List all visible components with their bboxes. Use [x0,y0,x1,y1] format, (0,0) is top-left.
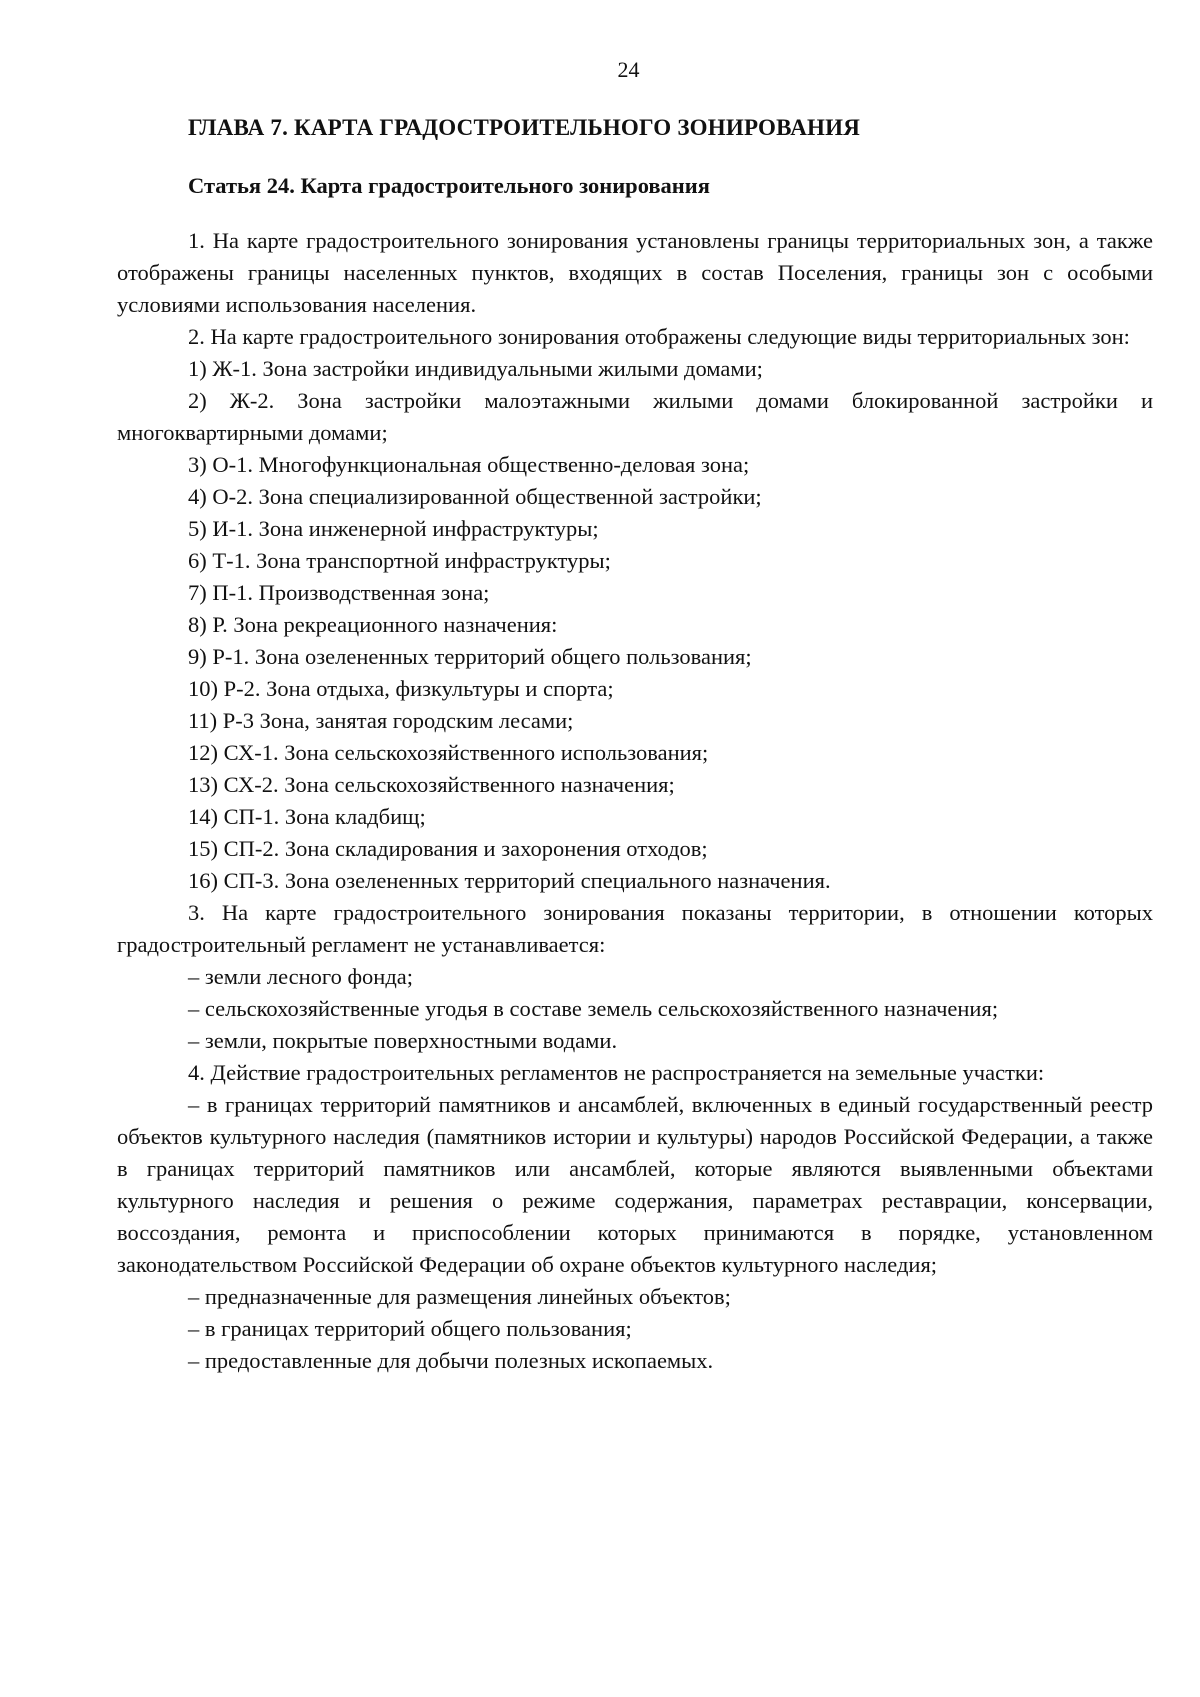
paragraph-2: 2. На карте градостроительного зонирования отображены следующие виды территориальных зон: [188,324,1130,349]
zone-list-item: 14) СП-1. Зона кладбищ; [188,804,426,829]
dash-list-item: – земли лесного фонда; [188,964,414,989]
article-body [117,225,1153,1377]
zone-list-item: 5) И-1. Зона инженерной инфраструктуры; [188,516,599,541]
zone-list-item: 2) Ж-2. Зона застройки малоэтажными жилыми домами блокированной застройки и многоквартирными домами; [117,388,1153,445]
dash-list-item: – в границах территорий памятников и ансамблей, включенных в единый государственный реестр объектов культурного наследия (памятников истории и культуры) народов Российской Федерации, а также в границах территорий памятников или ансамблей, которые являются выявленными объектами культурного наследия и решения о режиме содержания, параметрах реставрации, консервации, воссоздания, ремонта и приспособлении которых принимаются в порядке, установленном законодательством Российской Федерации об охране объектов культурного наследия; [117,1092,1153,1277]
zone-list-item: 6) Т-1. Зона транспортной инфраструктуры; [188,548,611,573]
dash-list-item: – земли, покрытые поверхностными водами. [188,1028,618,1053]
zone-list-item: 7) П-1. Производственная зона; [188,580,490,605]
chapter-title: ГЛАВА 7. КАРТА ГРАДОСТРОИТЕЛЬНОГО ЗОНИРОВАНИЯ [188,115,861,140]
zone-list-item: 8) Р. Зона рекреационного назначения: [188,612,558,637]
zone-list-item: 1) Ж-1. Зона застройки индивидуальными жилыми домами; [188,356,763,381]
paragraph-4: 4. Действие градостроительных регламентов не распространяется на земельные участки: [188,1060,1045,1085]
dash-list-item: – предоставленные для добычи полезных ископаемых. [188,1348,714,1373]
zone-list-item: 12) СХ-1. Зона сельскохозяйственного использования; [188,740,709,765]
zone-list-item: 11) Р-3 Зона, занятая городским лесами; [188,708,574,733]
zone-list-item: 10) Р-2. Зона отдыха, физкультуры и спорта; [188,676,614,701]
zone-list-item: 16) СП-3. Зона озелененных территорий специального назначения. [188,868,831,893]
zone-list-item: 13) СХ-2. Зона сельскохозяйственного назначения; [188,772,675,797]
paragraph-1: 1. На карте градостроительного зонирования установлены границы территориальных зон, а также отображены границы населенных пунктов, входящих в состав Поселения, границы зон с особыми условиями использования населения. [117,228,1153,317]
zone-list-item: 9) Р-1. Зона озелененных территорий общего пользования; [188,644,752,669]
page-number: 24 [617,57,640,82]
paragraph-3: 3. На карте градостроительного зонирования показаны территории, в отношении которых градостроительный регламент не устанавливается: [117,900,1153,957]
dash-list-item: – сельскохозяйственные угодья в составе земель сельскохозяйственного назначения; [188,996,999,1021]
dash-list-item: – предназначенные для размещения линейных объектов; [188,1284,731,1309]
zone-list-item: 15) СП-2. Зона складирования и захоронения отходов; [188,836,708,861]
zone-list-item: 4) О-2. Зона специализированной общественной застройки; [188,484,762,509]
zone-list-item: 3) О-1. Многофункциональная общественно-деловая зона; [188,452,750,477]
dash-list-item: – в границах территорий общего пользования; [188,1316,632,1341]
article-title: Статья 24. Карта градостроительного зонирования [188,173,710,198]
